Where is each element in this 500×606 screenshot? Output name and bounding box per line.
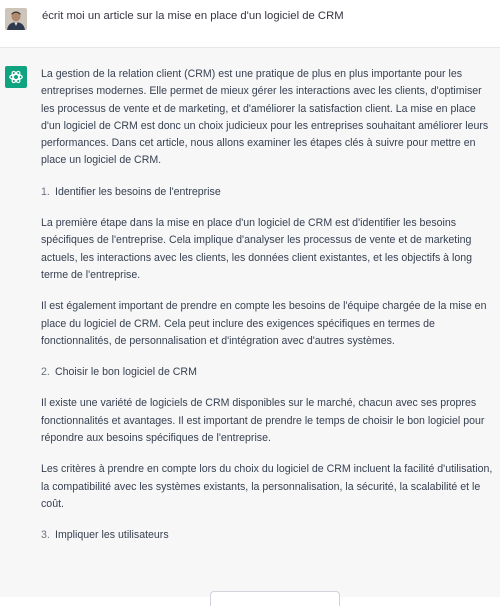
user-avatar: [5, 8, 27, 30]
openai-logo-icon: [8, 69, 24, 85]
article-paragraph: La gestion de la relation client (CRM) est une pratique de plus en plus importante pour les entreprises modernes. Elle permet de mieux gérer les interactions avec les clients, d'optimiser les processus de vente et de marketing, et d'améliorer la satisfaction client. La mise en place d'un logiciel de CRM est donc un choix judicieux pour les entreprises souhaitant améliorer leurs performances. Dans cet article, nous allons examiner les étapes clés à suivre pour mettre en place un logiciel de CRM.: [41, 68, 489, 167]
user-message-row: [0, 0, 500, 48]
article-heading-1: [41, 184, 496, 201]
article-paragraph: La première étape dans la mise en place d'un logiciel de CRM est d'identifier les besoins spécifiques de l'entreprise. Cela implique d'analyser les processus de vente et de marketing actuels, les interactions avec les clients, les données client existantes, et les objectifs à long terme de l'entreprise.: [41, 217, 473, 281]
stop-generating-button[interactable]: [210, 591, 340, 606]
article-paragraph: Il est également important de prendre en compte les besoins de l'équipe chargée de la mise en place du logiciel de CRM. Cela peut inclure des exigences spécifiques en termes de fonctionnalités, de personnalisation et d'intégration avec d'autres systèmes.: [41, 300, 487, 347]
assistant-avatar: [5, 66, 27, 88]
list-number: 2.: [41, 366, 50, 379]
article-paragraph: Les critères à prendre en compte lors du choix du logiciel de CRM incluent la facilité d'utilisation, la compatibilité avec les systèmes existants, la personnalisation, la sécurité, la scalabilité et le coût.: [41, 463, 493, 510]
heading-text: Impliquer les utilisateurs: [55, 529, 169, 542]
assistant-message-row: [0, 48, 500, 597]
assistant-message-content: [41, 66, 496, 559]
article-heading-2: [41, 364, 496, 381]
article-paragraph: Il existe une variété de logiciels de CRM disponibles sur le marché, chacun avec ses propres fonctionnalités et avantages. Il est important de prendre le temps de choisir le bon logiciel pour répondre aux besoins spécifiques de l'entreprise.: [41, 397, 485, 445]
article-heading-3: [41, 527, 496, 544]
list-number: 3.: [41, 529, 50, 542]
user-message-text: écrit moi un article sur la mise en place d'un logiciel de CRM: [42, 10, 344, 22]
list-number: 1.: [41, 185, 50, 198]
heading-text: Identifier les besoins de l'entreprise: [55, 185, 221, 198]
heading-text: Choisir le bon logiciel de CRM: [55, 366, 197, 379]
user-photo-avatar-icon: [5, 8, 27, 30]
